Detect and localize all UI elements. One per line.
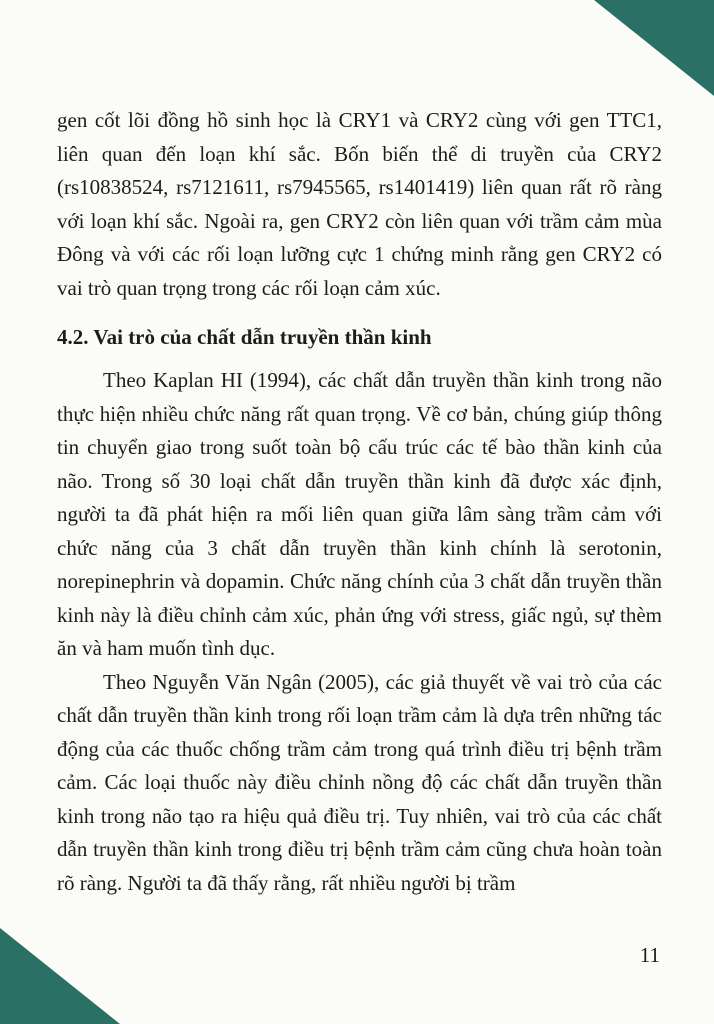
page-content	[57, 104, 662, 900]
page-number: 11	[639, 943, 660, 967]
corner-decoration-bottom-left	[0, 928, 120, 1024]
body-paragraph: Theo Kaplan HI (1994), các chất dẫn truyền thần kinh trong não thực hiện nhiều chức năng rất quan trọng. Về cơ bản, chúng giúp thông tin chuyển giao trong suốt toàn bộ cấu trúc các tế bào thần kinh của não. Trong số 30 loại chất dẫn truyền thần kinh đã được xác định, người ta đã phát hiện ra mối liên quan giữa lâm sàng trầm cảm với chức năng của 3 chất dẫn truyền thần kinh chính là serotonin, norepinephrin và dopamin. Chức năng chính của 3 chất dẫn truyền thần kinh này là điều chỉnh cảm xúc, phản ứng với stress, giấc ngủ, sự thèm ăn và ham muốn tình dục.	[57, 368, 662, 660]
section-heading: 4.2. Vai trò của chất dẫn truyền thần kinh	[57, 325, 432, 349]
body-paragraph: gen cốt lõi đồng hồ sinh học là CRY1 và CRY2 cùng với gen TTC1, liên quan đến loạn khí sắc. Bốn biến thể di truyền của CRY2 (rs10838524, rs7121611, rs7945565, rs1401419) liên quan rất rõ ràng với loạn khí sắc. Ngoài ra, gen CRY2 còn liên quan với trầm cảm mùa Đông và với các rối loạn lưỡng cực 1 chứng minh rằng gen CRY2 có vai trò quan trọng trong các rối loạn cảm xúc.	[57, 108, 662, 300]
corner-decoration-top-right	[594, 0, 714, 96]
body-paragraph: Theo Nguyễn Văn Ngân (2005), các giả thuyết về vai trò của các chất dẫn truyền thần kinh trong rối loạn trầm cảm là dựa trên những tác động của các thuốc chống trầm cảm trong quá trình điều trị bệnh trầm cảm. Các loại thuốc này điều chỉnh nồng độ các chất dẫn truyền thần kinh trong não tạo ra hiệu quả điều trị. Tuy nhiên, vai trò của các chất dẫn truyền thần kinh trong điều trị bệnh trầm cảm cũng chưa hoàn toàn rõ ràng. Người ta đã thấy rằng, rất nhiều người bị trầm	[57, 669, 662, 895]
